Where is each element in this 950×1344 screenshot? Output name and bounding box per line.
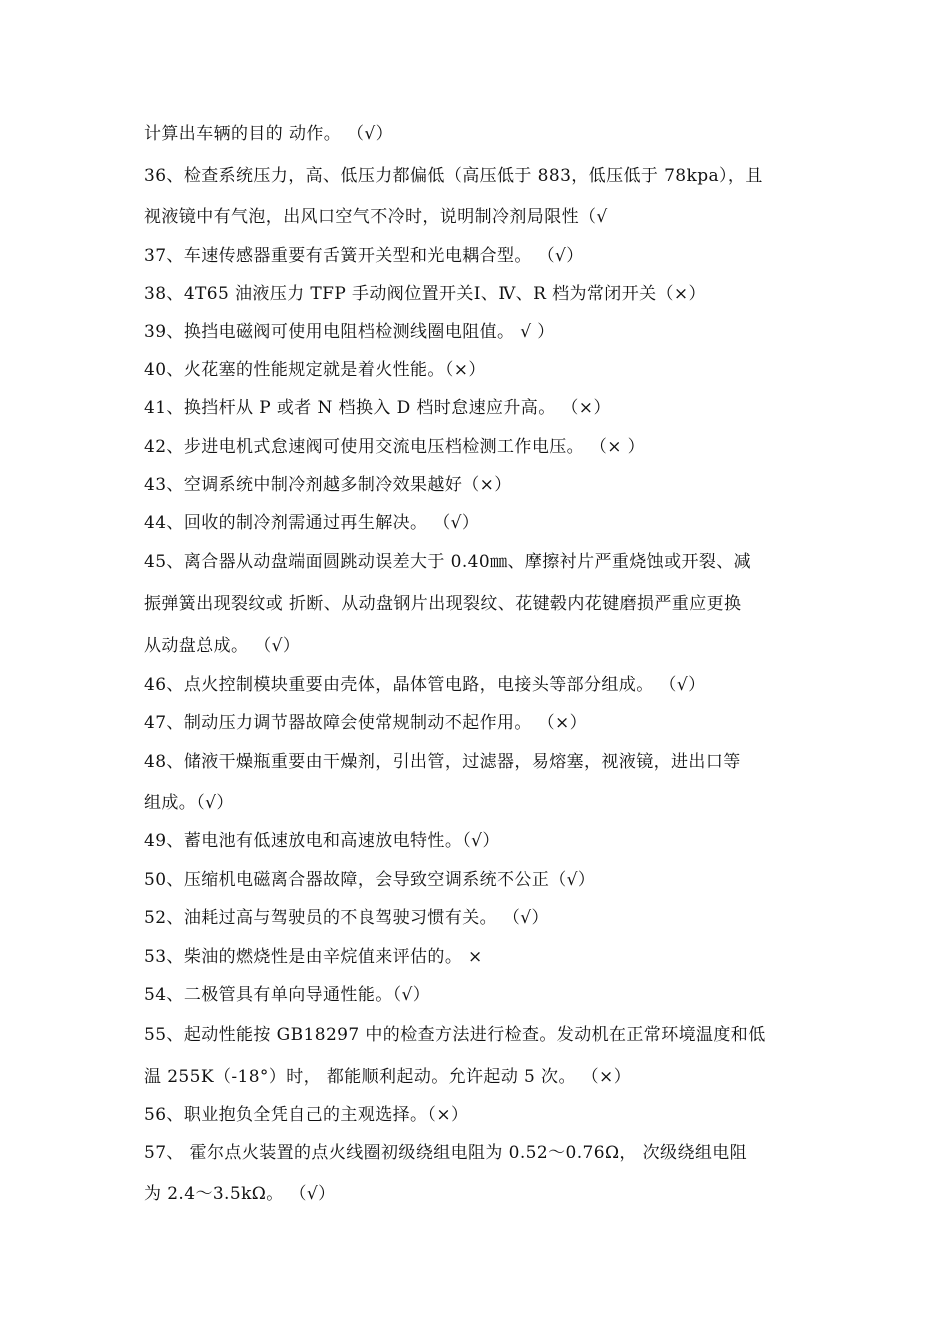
text-line: 43、空调系统中制冷剂越多制冷效果越好（×）	[144, 475, 512, 495]
text-line: 计算出车辆的目的 动作。 （√）	[144, 124, 394, 144]
text-line: 从动盘总成。 （√）	[144, 636, 301, 656]
text-line: 视液镜中有气泡，出风口空气不冷时，说明制冷剂局限性（√	[144, 207, 608, 227]
text-line: 41、换挡杆从 P 或者 N 档换入 D 档时怠速应升高。 （×）	[144, 398, 611, 418]
text-line: 54、二极管具有单向导通性能。（√）	[144, 985, 431, 1005]
text-line: 42、步进电机式怠速阀可使用交流电压档检测工作电压。 （× ）	[144, 437, 646, 457]
text-line: 温 255K（-18°）时， 都能顺利起动。允许起动 5 次。 （×）	[144, 1067, 632, 1087]
text-line: 47、制动压力调节器故障会使常规制动不起作用。 （×）	[144, 713, 588, 733]
text-line: 46、点火控制模块重要由壳体，晶体管电路，电接头等部分组成。 （√）	[144, 675, 706, 695]
text-line: 40、火花塞的性能规定就是着火性能。（×）	[144, 360, 486, 380]
text-line: 振弹簧出现裂纹或 折断、从动盘钢片出现裂纹、花键毂内花键磨损严重应更换	[144, 594, 742, 614]
text-line: 56、职业抱负全凭自己的主观选择。（×）	[144, 1105, 469, 1125]
text-line: 45、离合器从动盘端面圆跳动误差大于 0.40㎜、摩擦衬片严重烧蚀或开裂、减	[144, 552, 752, 572]
text-line: 49、蓄电池有低速放电和高速放电特性。（√）	[144, 831, 500, 851]
text-line: 48、储液干燥瓶重要由干燥剂，引出管，过滤器，易熔塞，视液镜，进出口等	[144, 752, 741, 772]
text-line: 44、回收的制冷剂需通过再生解决。 （√）	[144, 513, 480, 533]
text-line: 37、车速传感器重要有舌簧开关型和光电耦合型。 （√）	[144, 246, 584, 266]
text-line: 组成。（√）	[144, 793, 234, 813]
text-line: 57、 霍尔点火装置的点火线圈初级绕组电阻为 0.52～0.76Ω， 次级绕组电阻	[144, 1143, 748, 1163]
text-line: 50、压缩机电磁离合器故障，会导致空调系统不公正（√）	[144, 870, 596, 890]
text-line: 39、换挡电磁阀可使用电阻档检测线圈电阻值。 √ ）	[144, 322, 555, 342]
text-line: 为 2.4～3.5kΩ。 （√）	[144, 1184, 336, 1204]
text-line: 53、柴油的燃烧性是由辛烷值来评估的。 ×	[144, 947, 483, 967]
text-line: 36、检查系统压力，高、低压力都偏低（高压低于 883，低压低于 78kpa），且	[144, 166, 763, 186]
text-line: 38、4T65 油液压力 TFP 手动阀位置开关Ⅰ、Ⅳ、R 档为常闭开关（×）	[144, 284, 706, 304]
text-line: 55、起动性能按 GB18297 中的检查方法进行检查。发动机在正常环境温度和低	[144, 1025, 766, 1045]
text-line: 52、油耗过高与驾驶员的不良驾驶习惯有关。 （√）	[144, 908, 549, 928]
